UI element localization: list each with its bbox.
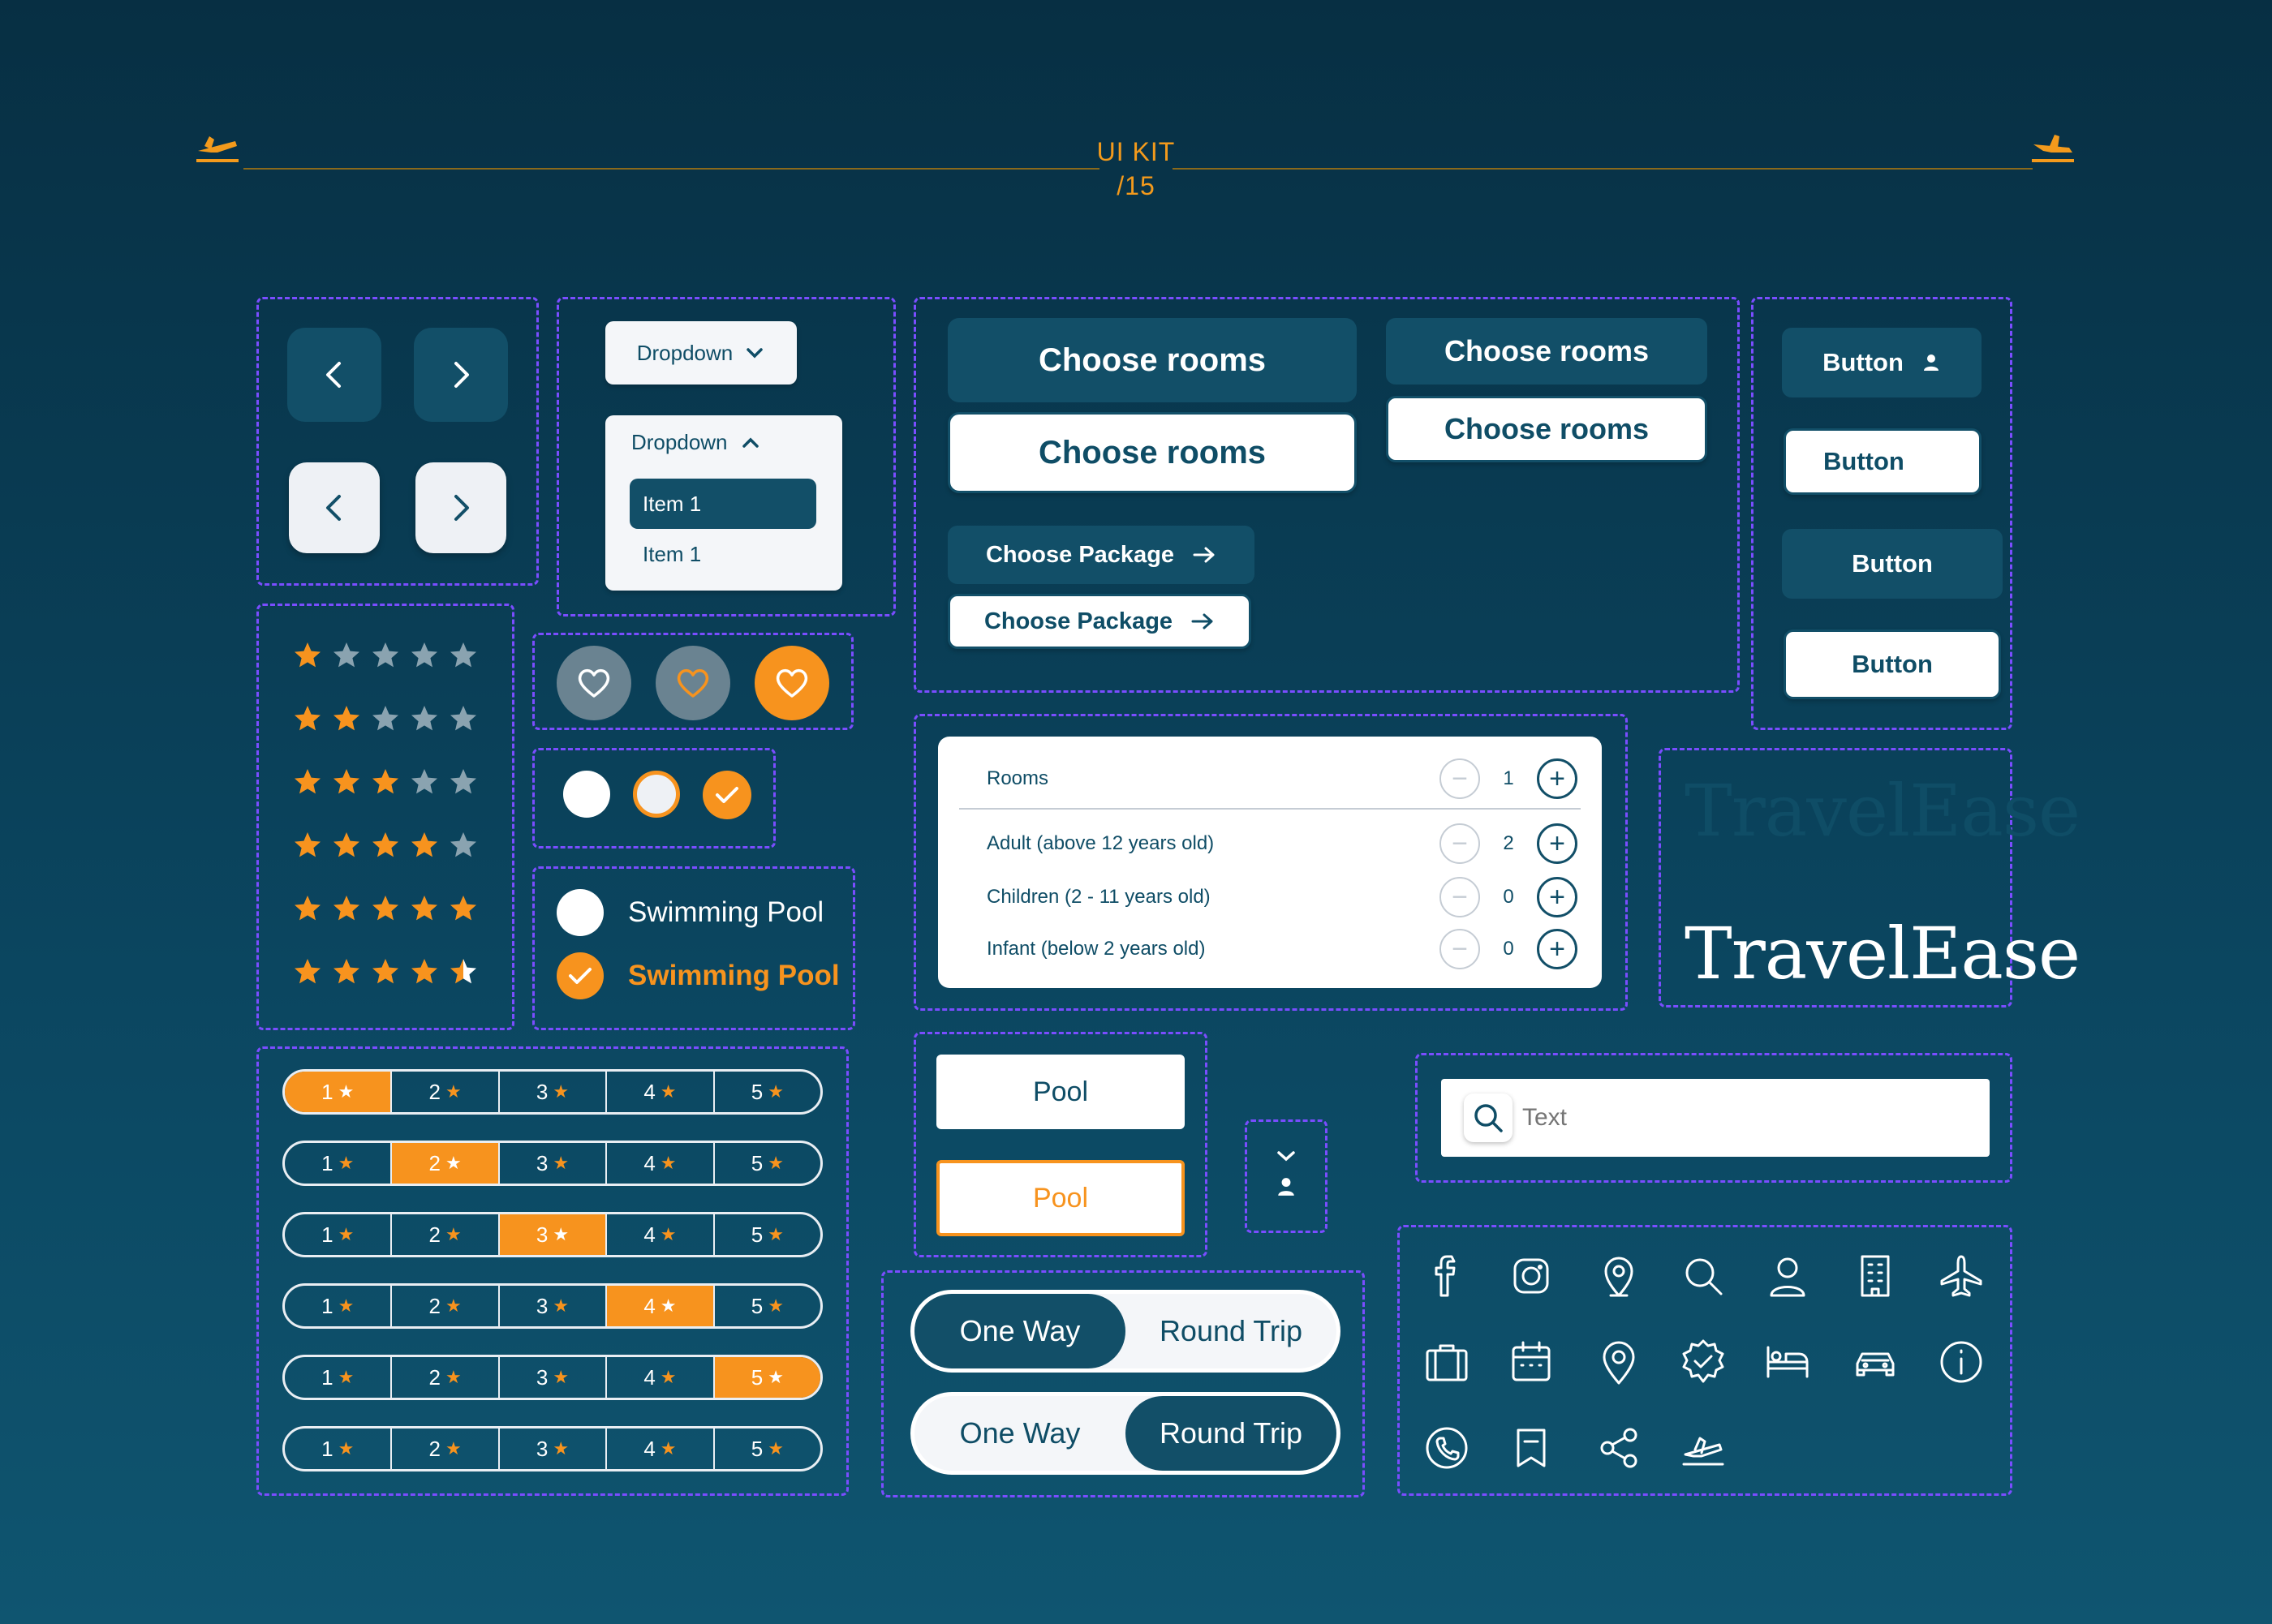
star-icon[interactable] [370,957,401,986]
prev-button-light[interactable] [289,462,380,553]
map-pin-icon [1593,1250,1645,1302]
rating-filter-label: 4 [643,1436,656,1461]
button-label: Button [1852,650,1933,678]
star-icon: ★ [553,1438,570,1459]
rating-filter-option[interactable] [392,1143,499,1184]
checkbox-checked[interactable] [557,952,604,999]
rating-filter-label: 4 [643,1222,656,1247]
header-divider-left [243,168,1099,170]
star-icon[interactable] [409,831,440,860]
dropdown-open[interactable] [605,415,842,591]
star-icon: ★ [338,1438,355,1459]
button-light-left[interactable] [1784,428,1982,495]
bed-icon[interactable] [1759,1334,1816,1390]
star-icon: ★ [445,1295,462,1316]
rating-filter-label: 1 [321,1364,333,1390]
chevron-left-icon [318,492,351,524]
rating-filter-option[interactable] [715,1143,820,1184]
rating-filter-label: 5 [751,1079,764,1104]
rating-filter-label: 4 [643,1293,656,1318]
rating-filter-label: 3 [536,1436,549,1461]
location-icon [1593,1336,1645,1388]
rating-filter-label: 5 [751,1222,764,1247]
airplane-icon[interactable] [1933,1248,1990,1304]
building-icon[interactable] [1847,1248,1904,1304]
radio-checked[interactable] [703,771,751,819]
heart-icon [774,667,810,699]
airplane-icon [1935,1250,1987,1302]
star-icon[interactable] [331,704,362,733]
star-rating-row[interactable] [292,704,479,733]
star-icon[interactable] [292,957,323,986]
star-icon[interactable] [331,831,362,860]
rating-filter-option[interactable] [607,1429,714,1469]
star-icon[interactable] [331,767,362,797]
star-icon[interactable] [448,704,479,733]
page-title [974,135,1298,203]
star-icon[interactable] [409,894,440,923]
star-icon: ★ [768,1367,784,1387]
rating-filter-row [282,1426,823,1471]
rating-filter-option[interactable] [607,1357,714,1398]
star-icon[interactable] [448,957,479,986]
star-icon: ★ [553,1367,570,1387]
rating-filter-label: 4 [643,1150,656,1175]
rating-filter-option[interactable] [715,1429,820,1469]
star-icon: ★ [338,1153,355,1173]
star-icon[interactable] [292,767,323,797]
dropdown-item-label: Item 1 [643,541,702,566]
departure-icon [1677,1422,1729,1474]
logo-light: TravelEase [1685,912,2081,995]
calendar-icon[interactable] [1503,1334,1560,1390]
row-value: 2 [1503,832,1514,854]
rating-filter-label: 5 [751,1364,764,1390]
user-icon [1276,1176,1297,1197]
pool-chip-default[interactable] [936,1055,1185,1129]
star-icon[interactable] [292,894,323,923]
star-icon: ★ [553,1224,570,1244]
instagram-icon[interactable] [1503,1248,1560,1304]
chip-label: Pool [1032,1076,1089,1107]
logo-dark: TravelEase [1685,769,2081,853]
rating-filter-option[interactable] [607,1214,714,1255]
heart-icon [576,667,612,699]
row-label: Infant (below 2 years old) [987,938,1206,960]
search-icon[interactable] [1675,1248,1732,1304]
row-label: Rooms [987,767,1049,789]
trip-type-toggle-one-way[interactable] [910,1290,1340,1373]
car-icon[interactable] [1847,1334,1904,1390]
rating-filter-option[interactable] [285,1072,392,1112]
chevron-up-icon [741,433,760,453]
choose-rooms-button-large-dark[interactable] [948,318,1357,402]
children-row [987,873,1577,922]
star-icon: ★ [553,1153,570,1173]
button-label: Choose rooms [1444,334,1650,367]
star-icon: ★ [768,1153,784,1173]
verified-badge-icon [1677,1336,1729,1388]
user-icon [1921,353,1941,372]
rating-filter-label: 2 [428,1079,441,1104]
choose-package-button-light[interactable] [948,594,1251,649]
map-pin-icon[interactable] [1590,1248,1647,1304]
rating-filter-label: 5 [751,1150,764,1175]
amenity-label: Swimming Pool [628,896,824,928]
rooms-row [987,754,1577,803]
arrival-plane-icon [2029,128,2077,164]
rating-filter-label: 1 [321,1079,333,1104]
rating-filter-label: 2 [428,1222,441,1247]
dropdown-label: Dropdown [631,430,728,454]
star-icon: ★ [660,1295,677,1316]
star-icon[interactable] [370,767,401,797]
star-icon: ★ [660,1153,677,1173]
mini-guest-dropdown[interactable] [1266,1149,1306,1214]
pool-chip-selected[interactable] [936,1160,1185,1236]
row-label: Children (2 - 11 years old) [987,886,1211,908]
building-icon [1849,1250,1901,1302]
star-icon[interactable] [370,831,401,860]
infant-row [987,925,1577,973]
star-rating-row[interactable] [292,767,479,797]
rating-filter-option[interactable] [500,1429,607,1469]
bookmark-icon [1505,1422,1557,1474]
dropdown-item-label: Item 1 [643,491,702,516]
info-icon[interactable] [1933,1334,1990,1390]
rating-filter-row [282,1212,823,1257]
checkbox-unchecked[interactable] [557,889,604,936]
rating-filter-option[interactable] [285,1357,392,1398]
bookmark-icon[interactable] [1503,1420,1560,1476]
rating-filter-option[interactable] [607,1286,714,1326]
button-label: Choose Package [985,541,1175,568]
star-icon: ★ [768,1438,784,1459]
phone-icon[interactable] [1418,1420,1475,1476]
toggle-option-one-way[interactable]: One Way [959,1416,1081,1450]
star-icon[interactable] [331,894,362,923]
button-label: Choose Package [983,608,1173,634]
decrement-button[interactable]: − [1439,929,1480,969]
star-icon[interactable] [409,704,440,733]
rating-filter-option[interactable] [500,1072,607,1112]
arrow-right-icon [1192,545,1216,565]
star-icon[interactable] [292,831,323,860]
star-icon: ★ [768,1224,784,1244]
location-icon[interactable] [1590,1334,1647,1390]
button-label: Button [1823,447,1904,475]
star-icon[interactable] [370,894,401,923]
favorite-button-default[interactable] [557,646,631,720]
dropdown-item-selected[interactable] [630,479,816,529]
rating-filter-label: 2 [428,1364,441,1390]
favorite-button-active[interactable] [755,646,829,720]
toggle-option-one-way[interactable]: One Way [914,1294,1125,1368]
rating-filter-option[interactable] [392,1429,499,1469]
favorite-button-hover[interactable] [656,646,730,720]
arrow-right-icon [1190,612,1215,631]
star-icon: ★ [660,1367,677,1387]
decrement-button[interactable]: − [1439,758,1480,799]
dropdown-closed[interactable] [605,321,797,385]
rating-filter-row [282,1355,823,1400]
star-icon[interactable] [448,767,479,797]
rating-filter-label: 2 [428,1436,441,1461]
departure-icon[interactable] [1675,1420,1732,1476]
increment-button[interactable]: + [1537,758,1577,799]
star-icon: ★ [338,1295,355,1316]
choose-rooms-button-large-light[interactable] [948,412,1357,493]
button-with-user-icon[interactable] [1782,328,1982,397]
rating-filter-label: 1 [321,1150,333,1175]
star-icon: ★ [660,1224,677,1244]
briefcase-icon[interactable] [1418,1334,1475,1390]
briefcase-icon [1421,1336,1473,1388]
phone-icon [1421,1422,1473,1474]
rating-filter-option[interactable] [607,1072,714,1112]
rating-filter-label: 5 [751,1293,764,1318]
rating-filter-option[interactable] [500,1286,607,1326]
star-icon[interactable] [448,641,479,670]
button-dark-wide[interactable] [1782,529,2003,599]
star-icon: ★ [338,1081,355,1102]
facebook-icon[interactable] [1418,1248,1475,1304]
increment-button[interactable]: + [1537,823,1577,864]
rating-filter-option[interactable] [715,1214,820,1255]
departure-plane-icon [193,128,242,164]
star-icon: ★ [338,1367,355,1387]
chevron-right-icon [445,359,477,391]
star-rating-row[interactable] [292,957,479,986]
increment-button[interactable]: + [1537,877,1577,917]
star-icon[interactable] [331,641,362,670]
rating-filter-option[interactable] [285,1143,392,1184]
search-icon [1677,1250,1729,1302]
amenity-option-unchecked[interactable] [557,889,824,936]
button-label: Choose rooms [1444,412,1650,445]
star-icon[interactable] [370,641,401,670]
rating-filter-option[interactable] [500,1357,607,1398]
rating-filter-label: 2 [428,1293,441,1318]
choose-rooms-button-small-dark[interactable] [1386,318,1707,385]
rating-filter-label: 1 [321,1436,333,1461]
search-icon [1472,1102,1504,1134]
dropdown-item[interactable] [630,531,816,578]
star-icon[interactable] [370,704,401,733]
star-icon[interactable] [409,957,440,986]
share-icon[interactable] [1590,1420,1647,1476]
next-button-dark[interactable] [414,328,508,422]
calendar-icon [1505,1336,1557,1388]
star-rating-row[interactable] [292,831,479,860]
user-icon[interactable] [1759,1248,1816,1304]
chevron-right-icon [445,492,477,524]
check-icon [567,965,593,986]
guests-selector-card [938,737,1602,988]
rating-filter-label: 1 [321,1293,333,1318]
rating-filter-option[interactable] [392,1357,499,1398]
heart-icon [675,667,711,699]
amenity-label: Swimming Pool [628,960,840,991]
dropdown-open-header[interactable] [631,430,760,455]
row-value: 1 [1503,767,1514,789]
trip-type-toggle-round-trip[interactable] [910,1392,1340,1475]
rating-filter-option[interactable] [715,1072,820,1112]
rating-filter-option[interactable] [392,1286,499,1326]
star-icon: ★ [660,1438,677,1459]
star-icon[interactable] [292,704,323,733]
rating-filter-option[interactable] [715,1357,820,1398]
facebook-icon [1421,1250,1473,1302]
toggle-option-round-trip[interactable]: Round Trip [1125,1396,1336,1471]
chevron-down-icon [744,342,765,363]
choose-package-button-dark[interactable] [948,526,1254,584]
rating-filter-label: 3 [536,1293,549,1318]
search-icon-button[interactable] [1464,1093,1513,1142]
rating-filter-row [282,1069,823,1115]
title-subtitle: /15 [1117,171,1155,200]
star-icon[interactable] [409,767,440,797]
decrement-button[interactable]: − [1439,877,1480,917]
rating-filter-option[interactable] [392,1072,499,1112]
row-value: 0 [1503,886,1514,908]
title-text: UI KIT [1096,137,1176,166]
star-icon: ★ [445,1438,462,1459]
rating-filter-row [282,1283,823,1329]
chevron-left-icon [318,359,351,391]
rating-filter-label: 4 [643,1079,656,1104]
car-icon [1849,1336,1901,1388]
search-bar[interactable] [1441,1079,1990,1157]
search-input[interactable] [1522,1104,1977,1132]
button-label: Button [1822,348,1904,376]
rating-filter-label: 2 [428,1150,441,1175]
prev-button-dark[interactable] [287,328,381,422]
rating-filter-label: 3 [536,1150,549,1175]
star-icon: ★ [660,1081,677,1102]
rating-filter-label: 3 [536,1364,549,1390]
button-label: Choose rooms [1038,342,1267,378]
adult-row [987,819,1577,868]
star-icon: ★ [553,1081,570,1102]
star-icon: ★ [445,1367,462,1387]
rating-filter-label: 1 [321,1222,333,1247]
rating-filter-row [282,1141,823,1186]
rating-filter-label: 3 [536,1222,549,1247]
rating-filter-option[interactable] [285,1286,392,1326]
star-icon: ★ [445,1153,462,1173]
star-rating-row[interactable] [292,894,479,923]
radio-unchecked[interactable] [563,771,610,818]
star-icon[interactable] [448,831,479,860]
rating-filter-option[interactable] [285,1214,392,1255]
check-icon [714,784,740,806]
user-icon [1762,1250,1814,1302]
card-divider [959,808,1581,810]
rating-filter-label: 5 [751,1436,764,1461]
rating-filter-option[interactable] [500,1143,607,1184]
chevron-down-icon [1276,1149,1297,1163]
share-icon [1593,1422,1645,1474]
rating-filter-label: 4 [643,1364,656,1390]
rating-filter-option[interactable] [500,1214,607,1255]
rating-filter-option[interactable] [715,1286,820,1326]
dropdown-label: Dropdown [636,340,734,365]
star-icon: ★ [768,1081,784,1102]
increment-button[interactable]: + [1537,929,1577,969]
star-icon[interactable] [331,957,362,986]
star-icon[interactable] [409,641,440,670]
rating-filter-option[interactable] [392,1214,499,1255]
rating-filter-option[interactable] [285,1429,392,1469]
row-label: Adult (above 12 years old) [987,832,1215,854]
row-value: 0 [1503,938,1514,960]
star-icon: ★ [445,1081,462,1102]
star-icon: ★ [445,1224,462,1244]
star-icon: ★ [338,1224,355,1244]
next-button-light[interactable] [415,462,506,553]
star-icon: ★ [768,1295,784,1316]
radio-focused[interactable] [633,771,680,818]
star-icon: ★ [553,1295,570,1316]
amenity-option-checked[interactable] [557,952,840,999]
instagram-icon [1505,1250,1557,1302]
chip-label: Pool [1032,1182,1089,1214]
star-rating-row[interactable] [292,641,479,670]
decrement-button[interactable]: − [1439,823,1480,864]
choose-rooms-button-small-light[interactable] [1386,396,1707,462]
bed-icon [1762,1336,1814,1388]
button-label: Choose rooms [1038,434,1267,470]
star-icon[interactable] [292,641,323,670]
header-divider-right [1173,168,2033,170]
button-label: Button [1852,549,1933,578]
info-icon [1935,1336,1987,1388]
toggle-option-round-trip[interactable]: Round Trip [1159,1314,1303,1347]
rating-filter-label: 3 [536,1079,549,1104]
button-light-wide[interactable] [1784,629,2001,699]
star-icon[interactable] [448,894,479,923]
verified-badge-icon[interactable] [1675,1334,1732,1390]
rating-filter-option[interactable] [607,1143,714,1184]
